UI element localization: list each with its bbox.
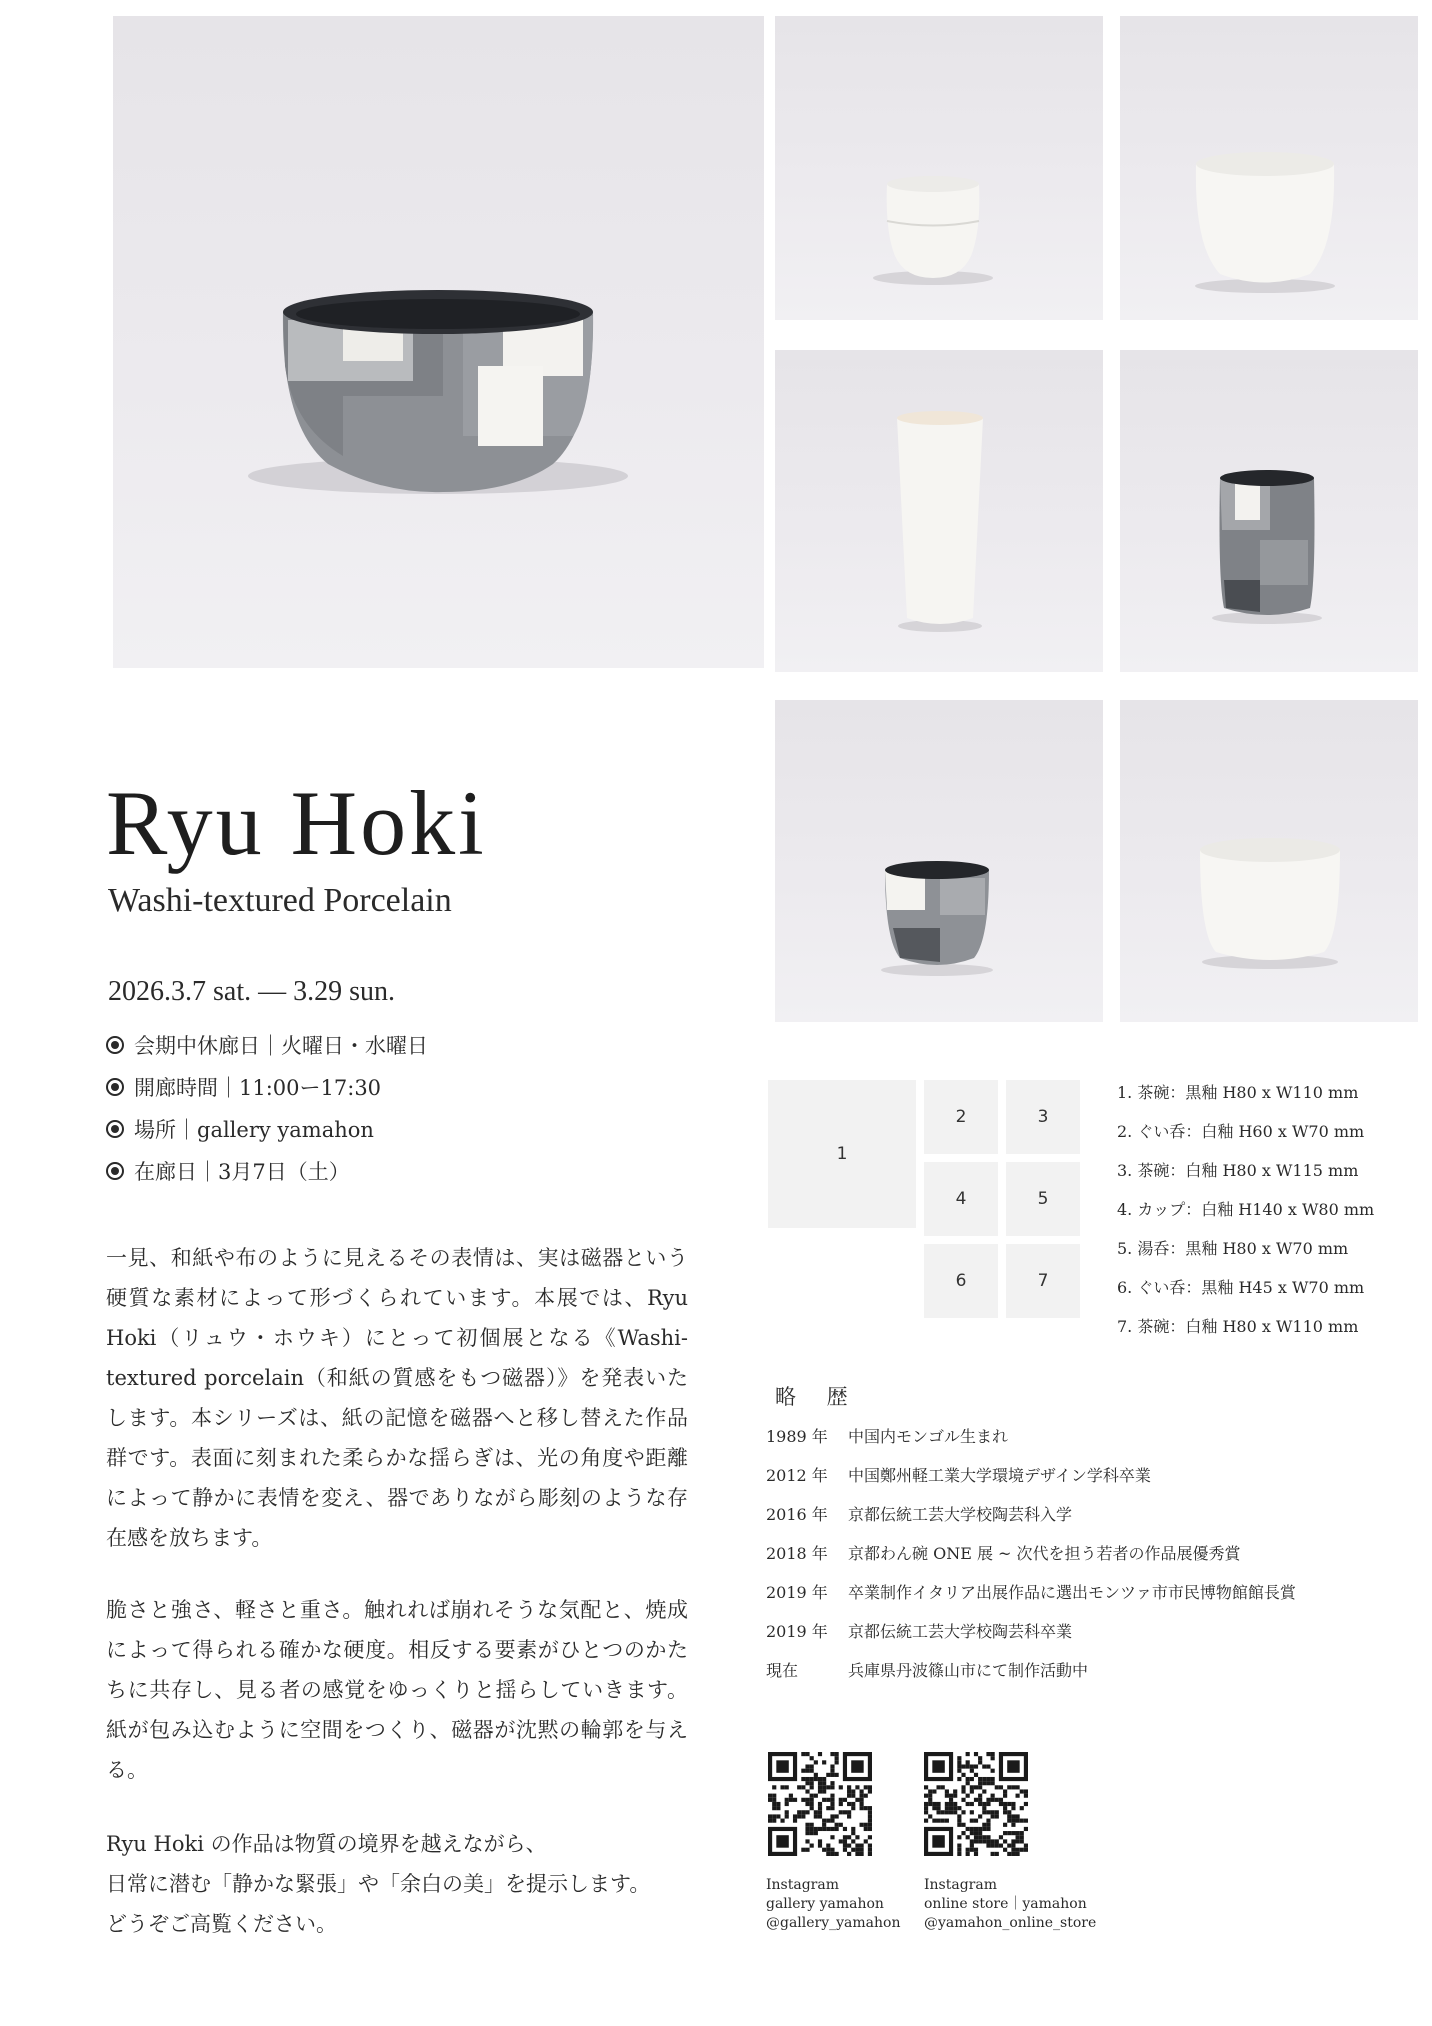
photo-5-drawing	[1120, 350, 1418, 672]
legend-cell-2: 2	[924, 1080, 998, 1154]
bio-row: 1989 年 中国内モンゴル生まれ	[766, 1427, 1009, 1446]
bio-row: 2019 年 卒業制作イタリア出展作品に選出モンツァ市市民博物館館長賞	[766, 1583, 1296, 1602]
bullet-icon	[106, 1078, 124, 1096]
bio-row: 2019 年 京都伝統工芸大学校陶芸科卒業	[766, 1622, 1073, 1641]
caption-4: 4. カップ：白釉 H140 x W80 mm	[1117, 1200, 1375, 1219]
exhibition-dates: 2026.3.7 sat. — 3.29 sun.	[108, 976, 395, 1007]
legend-cell-5: 5	[1006, 1162, 1080, 1236]
closing-paragraph: Ryu Hoki の作品は物質の境界を越えながら、 日常に潜む「静かな緊張」や「余白の美」を提示します。 どうぞご高覧ください。	[106, 1832, 651, 1936]
legend-cell-3: 3	[1006, 1080, 1080, 1154]
qr-caption-gallery: Instagram gallery yamahon @gallery_yamahon	[766, 1877, 901, 1931]
legend-cell-4: 4	[924, 1162, 998, 1236]
photo-2-drawing	[775, 16, 1103, 320]
bio-row: 2012 年 中国鄭州軽工業大学環境デザイン学科卒業	[766, 1466, 1151, 1485]
bio-row: 2016 年 京都伝統工芸大学校陶芸科入学	[766, 1505, 1073, 1524]
caption-1: 1. 茶碗：黒釉 H80 x W110 mm	[1117, 1083, 1359, 1102]
info-artist-present: 在廊日｜3月7日（土）	[106, 1156, 350, 1186]
photo-7-drawing	[1120, 700, 1418, 1022]
legend-cell-1: 1	[768, 1080, 916, 1228]
gallery-instagram-handle[interactable]: @gallery_yamahon	[766, 1915, 901, 1931]
caption-7: 7. 茶碗：白釉 H80 x W110 mm	[1117, 1317, 1359, 1336]
photo-1-chawan-black	[113, 16, 764, 668]
qr-code-online-store-instagram[interactable]	[924, 1752, 1028, 1856]
photo-6-guinomi-black	[775, 700, 1103, 1022]
bullet-icon	[106, 1162, 124, 1180]
photo-2-guinomi-white	[775, 16, 1103, 320]
photo-6-drawing	[775, 700, 1103, 1022]
info-closed-days: 会期中休廊日｜火曜日・水曜日	[106, 1030, 428, 1060]
info-hours: 開廊時間｜11:00ー17:30	[106, 1072, 381, 1102]
photo-4-drawing	[775, 350, 1103, 672]
bio-row: 2018 年 京都わん碗 ONE 展 ~ 次代を担う若者の作品展優秀賞	[766, 1544, 1241, 1563]
info-venue: 場所｜gallery yamahon	[106, 1114, 374, 1144]
legend-cell-7: 7	[1006, 1244, 1080, 1318]
photo-3-drawing	[1120, 16, 1418, 320]
qr-code-gallery-instagram[interactable]	[768, 1752, 872, 1856]
bio-row: 現在 兵庫県丹波篠山市にて制作活動中	[766, 1661, 1089, 1680]
exhibition-subtitle: Washi-textured Porcelain	[108, 882, 452, 919]
photo-7-chawan-white	[1120, 700, 1418, 1022]
caption-5: 5. 湯呑：黒釉 H80 x W70 mm	[1117, 1239, 1349, 1258]
caption-2: 2. ぐい呑：白釉 H60 x W70 mm	[1117, 1122, 1365, 1141]
bio-heading: 略 歴	[775, 1385, 860, 1409]
photo-1-drawing	[113, 16, 764, 668]
bullet-icon	[106, 1036, 124, 1054]
online-store-instagram-handle[interactable]: @yamahon_online_store	[924, 1915, 1097, 1931]
artist-name: Ryu Hoki	[106, 772, 487, 874]
bullet-icon	[106, 1120, 124, 1138]
qr-caption-online-store: Instagram online store｜yamahon @yamahon_online_store	[924, 1877, 1097, 1931]
photo-4-cup-white	[775, 350, 1103, 672]
legend-cell-6: 6	[924, 1244, 998, 1318]
second-paragraph: 脆さと強さ、軽さと重さ。触れれば崩れそうな気配と、焼成によって得られる確かな硬度。相反する要素がひとつのかたちに共存し、見る者の感覚をゆっくりと揺らしていきます。紙が包み込むように空間をつくり、磁器が沈黙の輪郭を与える。	[106, 1598, 688, 1782]
photo-3-chawan-white	[1120, 16, 1418, 320]
intro-paragraph: 一見、和紙や布のように見えるその表情は、実は磁器という硬質な素材によって形づくられています。本展では、Ryu Hoki（リュウ・ホウキ）にとって初個展となる《Washi-textured porcelain（和紙の質感をもつ磁器）》を発表いたします。本シリーズは、紙の記憶を磁器へと移し替えた作品群です。表面に刻まれた柔らかな揺らぎは、光の角度や距離によって静かに表情を変え、器でありながら彫刻のような存在感を放ちます。	[106, 1246, 688, 1550]
caption-3: 3. 茶碗：白釉 H80 x W115 mm	[1117, 1161, 1359, 1180]
caption-6: 6. ぐい呑：黒釉 H45 x W70 mm	[1117, 1278, 1365, 1297]
photo-5-yunomi-black	[1120, 350, 1418, 672]
